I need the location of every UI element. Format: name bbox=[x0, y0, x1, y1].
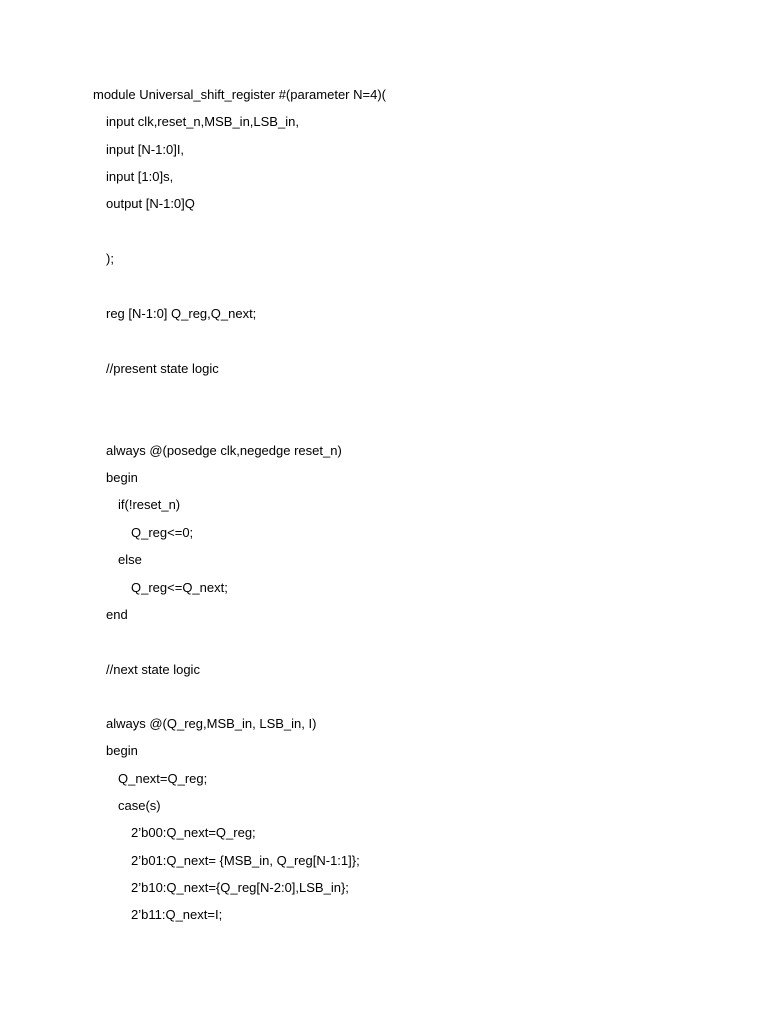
code-line: end bbox=[106, 607, 128, 622]
code-line: 2’b11:Q_next=I; bbox=[131, 907, 223, 922]
code-line: 2’b00:Q_next=Q_reg; bbox=[131, 825, 256, 840]
code-line: Q_reg<=0; bbox=[131, 525, 194, 540]
code-line: always @(Q_reg,MSB_in, LSB_in, I) bbox=[106, 716, 317, 731]
code-line: ); bbox=[106, 251, 114, 266]
code-comment: //present state logic bbox=[106, 361, 219, 376]
code-line: if(!reset_n) bbox=[118, 497, 181, 512]
code-line: case(s) bbox=[118, 798, 161, 813]
code-line: Q_next=Q_reg; bbox=[118, 771, 208, 786]
code-line: 2’b10:Q_next={Q_reg[N-2:0],LSB_in}; bbox=[131, 880, 349, 895]
code-line: input clk,reset_n,MSB_in,LSB_in, bbox=[106, 114, 299, 129]
code-line: else bbox=[118, 552, 142, 567]
code-line: module Universal_shift_register #(parameter N=4)( bbox=[93, 87, 386, 102]
code-line: 2’b01:Q_next= {MSB_in, Q_reg[N-1:1]}; bbox=[131, 853, 360, 868]
code-line: input [1:0]s, bbox=[106, 169, 174, 184]
code-line: begin bbox=[106, 743, 138, 758]
code-line: begin bbox=[106, 470, 138, 485]
code-line: always @(posedge clk,negedge reset_n) bbox=[106, 443, 342, 458]
code-line: input [N-1:0]I, bbox=[106, 142, 185, 157]
code-line: output [N-1:0]Q bbox=[106, 196, 195, 211]
code-line: Q_reg<=Q_next; bbox=[131, 580, 228, 595]
code-comment: //next state logic bbox=[106, 662, 200, 677]
code-line: reg [N-1:0] Q_reg,Q_next; bbox=[106, 306, 257, 321]
